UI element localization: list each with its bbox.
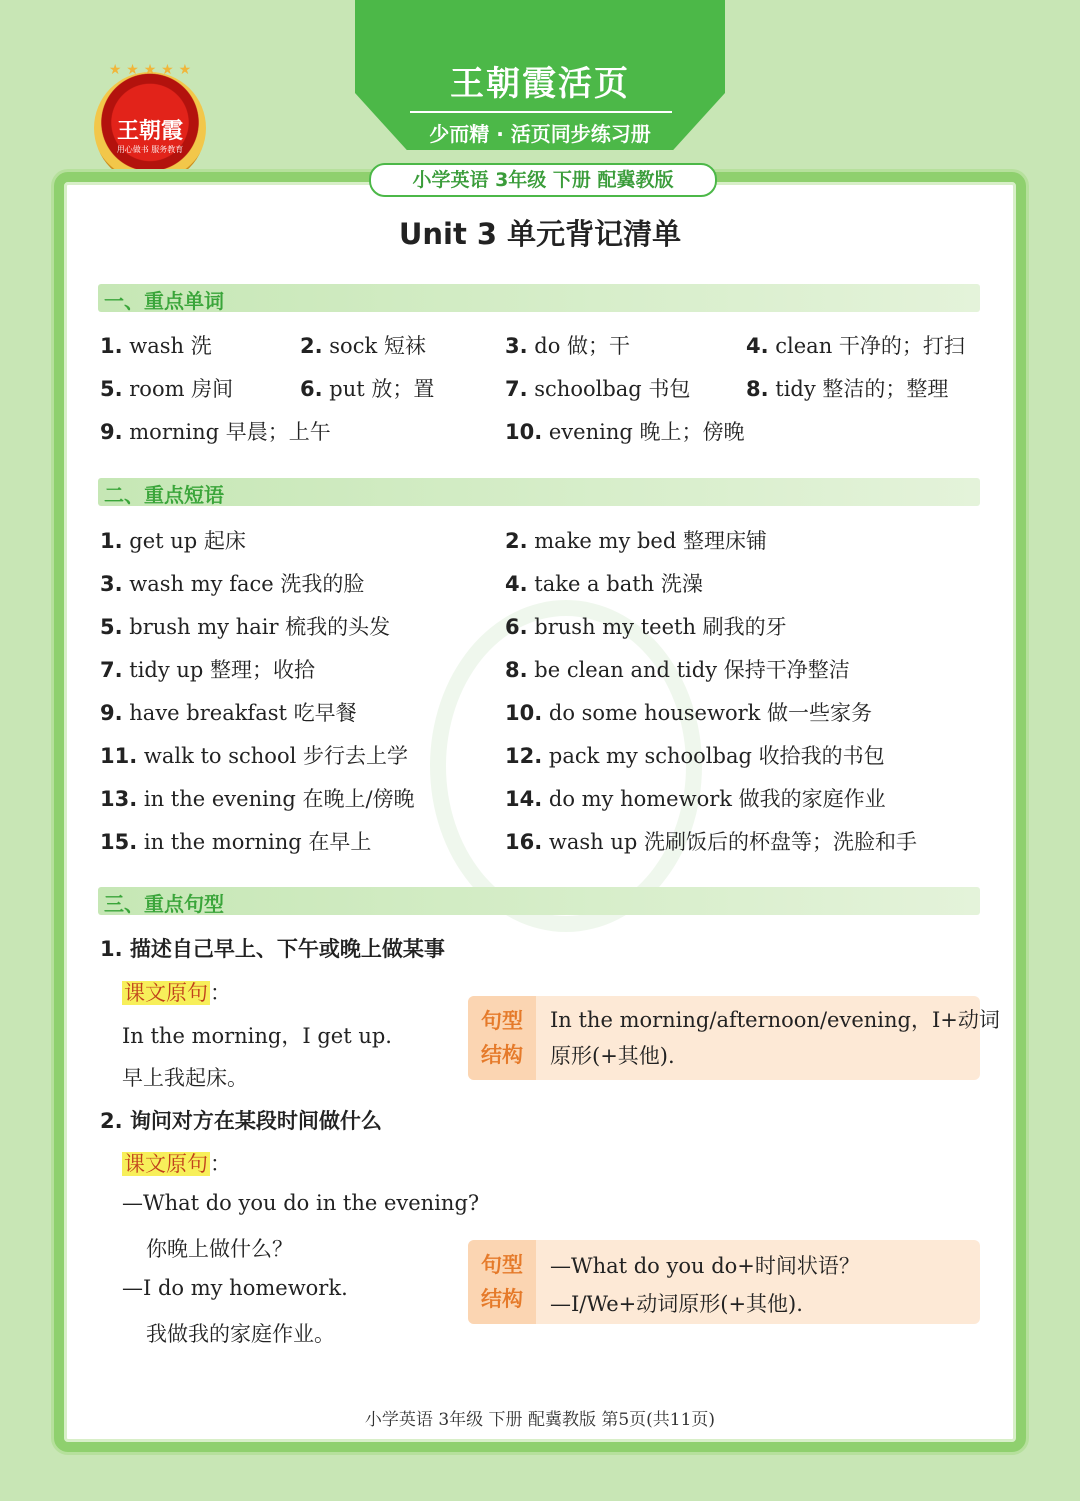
phrase-item: 9. have breakfast 吃早餐 [100, 701, 357, 725]
word-item: 5. room 房间 [100, 377, 234, 401]
pattern-2-answer: —I do my homework. [122, 1276, 348, 1300]
structure-line: In the morning/afternoon/evening，I+动词 [550, 1008, 1000, 1032]
phrase-item: 13. in the evening 在晚上/傍晚 [100, 787, 415, 811]
phrase-item: 2. make my bed 整理床铺 [505, 529, 767, 553]
pattern-1-heading: 1. 描述自己早上、下午或晚上做某事 [100, 937, 445, 961]
pattern-2-heading: 2. 询问对方在某段时间做什么 [100, 1109, 382, 1133]
word-item: 2. sock 短袜 [300, 334, 426, 358]
pattern-1-source-label: 课文原句： [124, 981, 231, 1005]
phrase-item: 11. walk to school 步行去上学 [100, 744, 408, 768]
structure-label: 句型 结构 [468, 996, 536, 1080]
section-sentences-bar [98, 887, 980, 915]
section-words-title: 一、重点单词 [104, 289, 224, 313]
pattern-2-source-label: 课文原句： [124, 1152, 231, 1176]
phrase-item: 3. wash my face 洗我的脸 [100, 572, 365, 596]
phrase-item: 8. be clean and tidy 保持干净整洁 [505, 658, 850, 682]
brand-tagline: 少而精 · 活页同步练习册 [429, 122, 651, 146]
word-item: 3. do 做；干 [505, 334, 631, 358]
phrase-item: 6. brush my teeth 刷我的牙 [505, 615, 787, 639]
page-title: Unit 3 单元背记清单 [398, 217, 682, 251]
brand-divider [410, 111, 672, 113]
word-item: 4. clean 干净的；打扫 [746, 334, 965, 358]
phrase-item: 15. in the morning 在早上 [100, 830, 372, 854]
badge-name: 王朝霞 [116, 119, 183, 144]
word-item: 10. evening 晚上；傍晚 [505, 420, 745, 444]
phrase-item: 16. wash up 洗刷饭后的杯盘等；洗脸和手 [505, 830, 917, 854]
phrase-item: 7. tidy up 整理；收拾 [100, 658, 316, 682]
page-footer: 小学英语 3年级 下册 配冀教版 第5页(共11页) [364, 1410, 716, 1430]
structure-label: 句型 结构 [468, 1240, 536, 1324]
structure-line: —I/We+动词原形(+其他). [550, 1292, 803, 1316]
subject-label: 小学英语 3年级 下册 配冀教版 [369, 163, 717, 197]
word-item: 1. wash 洗 [100, 334, 212, 358]
phrase-item: 4. take a bath 洗澡 [505, 572, 703, 596]
word-item: 9. morning 早晨；上午 [100, 420, 331, 444]
badge-motto: 用心做书 服务教育 [116, 145, 184, 154]
section-words-bar [98, 284, 980, 312]
phrase-item: 14. do my homework 做我的家庭作业 [505, 787, 886, 811]
phrase-item: 12. pack my schoolbag 收拾我的书包 [505, 744, 885, 768]
phrase-item: 1. get up 起床 [100, 529, 246, 553]
word-item: 8. tidy 整洁的；整理 [746, 377, 949, 401]
structure-line: 原形(+其他). [550, 1044, 675, 1068]
pattern-2-structure-box [468, 1240, 980, 1324]
word-item: 7. schoolbag 书包 [505, 377, 691, 401]
section-phrases-title: 二、重点短语 [104, 483, 224, 507]
structure-line: —What do you do+时间状语？ [550, 1254, 860, 1278]
pattern-1-example: In the morning，I get up. [122, 1024, 392, 1048]
pattern-1-translation: 早上我起床。 [122, 1066, 248, 1090]
brand-title: 王朝霞活页 [450, 64, 630, 104]
section-phrases-bar [98, 478, 980, 506]
phrase-item: 5. brush my hair 梳我的头发 [100, 615, 391, 639]
brand-badge-logo [94, 62, 206, 184]
word-item: 6. put 放；置 [300, 377, 435, 401]
pattern-2-question: —What do you do in the evening? [122, 1191, 480, 1215]
phrase-item: 10. do some housework 做一些家务 [505, 701, 873, 725]
section-sentences-title: 三、重点句型 [104, 892, 224, 916]
pattern-1-structure-box [468, 996, 1000, 1080]
pattern-2-answer-translation: 我做我的家庭作业。 [146, 1322, 335, 1346]
star-icon: ★ ★ ★ ★ ★ [108, 62, 192, 78]
pattern-2-question-translation: 你晚上做什么？ [146, 1237, 293, 1261]
